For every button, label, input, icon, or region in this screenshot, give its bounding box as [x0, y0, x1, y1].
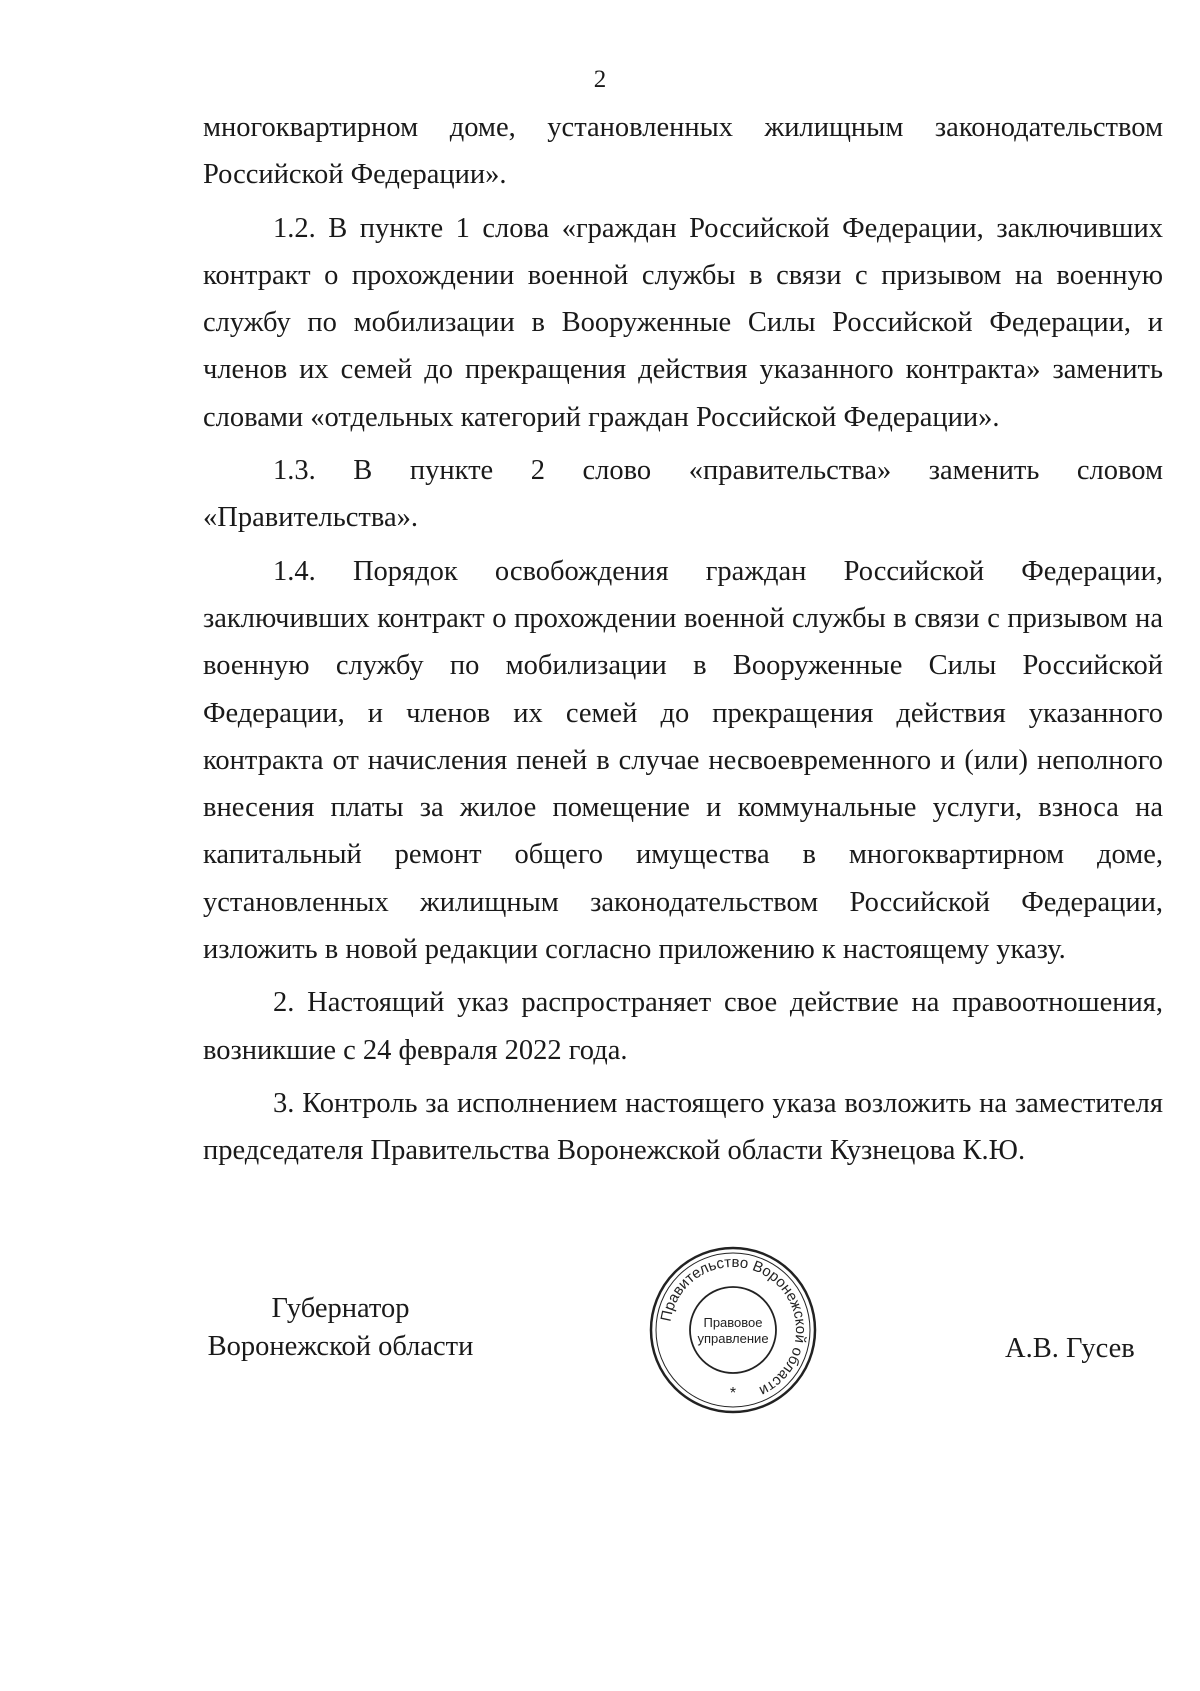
seal-ring-text: Правительство Воронежской области — [657, 1253, 810, 1400]
seal-star: * — [729, 1385, 737, 1402]
paragraph-1-2: 1.2. В пункте 1 слова «граждан Российской Федерации, заключивших контракт о прохождении военной службы в связи с призывом на военную службу по мобилизации в Вооруженные Силы Российской Федерации, и членов их семей до прекращения действия указанного контракта» заменить словами «отдельных категорий граждан Российской Федерации». — [203, 212, 1163, 433]
paragraph-1-4: 1.4. Порядок освобождения граждан Российской Федерации, заключивших контракт о прохождении военной службы в связи с призывом на военную службу по мобилизации в Вооруженные Силы Российской Федерации, и членов их семей до прекращения действия указанного контракта от начисления пеней в случае несвоевременного и (или) неполного внесения платы за жилое помещение и коммунальные услуги, взноса на капитальный ремонт общего имущества в многоквартирном доме, установленных жилищным законодательством Российской Федерации, изложить в новой редакции согласно приложению к настоящему указу. — [203, 555, 1163, 966]
paragraph-3: 3. Контроль за исполнением настоящего указа возложить на заместителя председателя Правительства Воронежской области Кузнецова К.Ю. — [203, 1087, 1163, 1167]
page-number: 2 — [593, 66, 607, 93]
signatory-name: А.В. Гусев — [1005, 1333, 1135, 1364]
signatory-title-line1: Губернатор — [271, 1293, 410, 1324]
paragraph-2: 2. Настоящий указ распространяет свое действие на правоотношения, возникшие с 24 февраля 2022 года. — [203, 987, 1163, 1066]
official-seal — [648, 1245, 818, 1415]
document-body — [203, 104, 1163, 1181]
seal-center-line1: Правовое — [703, 1315, 763, 1330]
paragraph-1-3: 1.3. В пункте 2 слово «правительства» заменить словом «Правительства». — [203, 455, 1163, 534]
paragraph-continuation: многоквартирном доме, установленных жилищным законодательством Российской Федерации». — [203, 112, 1163, 191]
seal-center-line2: управление — [697, 1331, 769, 1346]
signatory-title — [203, 1290, 478, 1366]
signatory-title-line2: Воронежской области — [207, 1331, 474, 1362]
